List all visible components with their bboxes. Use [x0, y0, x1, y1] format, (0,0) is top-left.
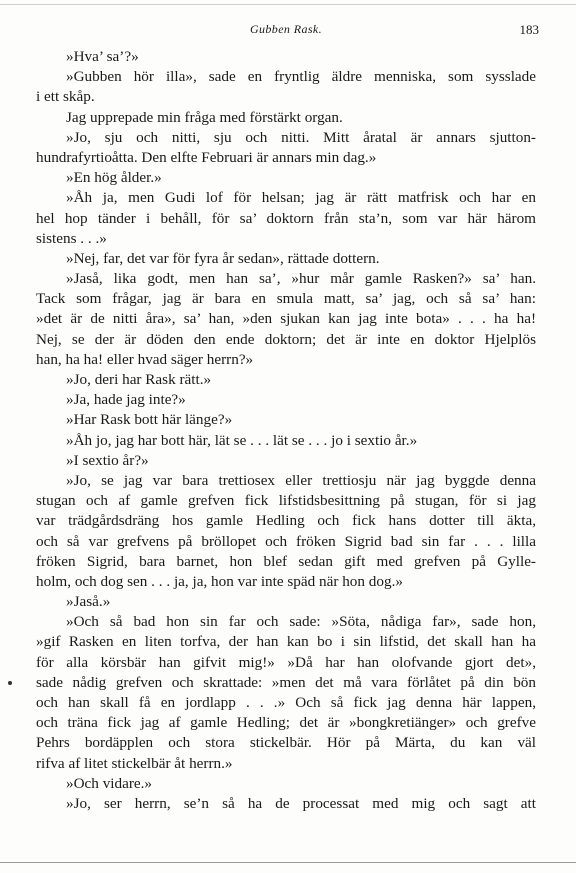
- text-line: »Jaså.»: [66, 593, 111, 611]
- text-line: »En hög ålder.»: [66, 169, 162, 187]
- margin-dot: [8, 681, 12, 685]
- page-number: 183: [519, 22, 539, 37]
- body-text: [36, 47, 536, 814]
- text-line: »Åh ja, men Gudi lof för helsan; jag är rätt matfrisk och har en: [66, 189, 536, 207]
- text-line: och träna fick jag af gamle Hedling; det är »bongkretiänger» och grefve: [36, 714, 536, 732]
- text-line: holm, och dog sen . . . ja, ja, hon var inte späd när hon dog.»: [36, 572, 403, 590]
- text-line: var trädgårdsdräng hos gamle Hedling och fick hans dotter till äkta,: [36, 512, 536, 530]
- text-line: Nej, se der är döden den ende doktorn; det är inte en doktor Hjelplös: [36, 330, 536, 348]
- text-line: »Jo, se jag var bara trettiosex eller trettiosju när jag byggde denna: [66, 471, 536, 489]
- text-line: »Har Rask bott här länge?»: [66, 411, 233, 429]
- text-line: »det är de nitti åra», sa’ han, »den sjukan kan jag inte bota» . . . ha ha!: [36, 310, 536, 328]
- text-line: rifva af litet stickelbär åt herrn.»: [36, 754, 233, 772]
- text-line: »Gubben hör illa», sade en fryntlig äldre menniska, som sysslade: [66, 68, 536, 86]
- text-line: »Ja, hade jag inte?»: [66, 391, 186, 409]
- running-title: Gubben Rask.: [249, 22, 323, 36]
- text-line: hel hop tänder i behåll, för sa’ doktorn från sta’n, som var här härom: [36, 209, 536, 227]
- bottom-edge-rule: [0, 862, 576, 863]
- text-line: »Jo, ser herrn, se’n så ha de processat med mig och sagt att: [66, 794, 536, 812]
- text-line: »Hva’ sa’?»: [66, 48, 139, 65]
- text-line: »Jo, sju och nitti, sju och nitti. Mitt åratal är annars sjutton-: [66, 128, 536, 146]
- text-line: i ett skåp.: [36, 88, 95, 106]
- text-line: och han skall få en jordlapp . . .» Och så fick jag denna här lappen,: [36, 694, 536, 711]
- text-line: han, ha ha! eller hvad säger herrn?»: [36, 350, 254, 368]
- text-line: »Och vidare.»: [66, 774, 153, 792]
- text-line: och så var grefvens på bröllopet och fröken Sigrid bad sin far . . . lilla: [36, 532, 536, 550]
- text-line: fröken Sigrid, bara barnet, hon blef sedan gift med grefven på Gylle-: [36, 552, 536, 570]
- text-line: »Jaså, lika godt, men han sa’, »hur mår gamle Rasken?» sa’ han.: [66, 270, 536, 288]
- text-line: hundrafyrtioåtta. Den elfte Februari är annars min dag.»: [36, 148, 377, 166]
- text-line: Jag upprepade min fråga med förstärkt organ.: [66, 108, 343, 126]
- text-line: »Nej, far, det var för fyra år sedan», rättade dottern.: [66, 249, 380, 267]
- top-edge-rule: [0, 4, 576, 5]
- text-line: »gif Rasken en liten torfva, der han kan bo i sin lifstid, det skall han ha: [36, 633, 536, 651]
- text-line: Tack som frågar, jag är bara en smula matt, sa’ jag, och så sa’ han:: [36, 290, 536, 308]
- text-line: för alla körsbär han gifvit mig!» »Då har han olofvande gjort det»,: [36, 653, 536, 671]
- text-line: »Åh jo, jag har bott här, lät se . . . lät se . . . jo i sextio år.»: [66, 431, 418, 449]
- page-header: [36, 22, 539, 42]
- text-line: Pehrs bordäpplen och stora stickelbär. Hör på Märta, du kan väl: [36, 734, 536, 752]
- text-line: sade nådig grefven och skrattade: »men det må vara förlåtet på din bön: [36, 673, 536, 691]
- text-line: sistens . . .»: [36, 229, 107, 247]
- text-line: »Jo, deri har Rask rätt.»: [66, 371, 212, 388]
- text-line: »Och så bad hon sin far och sade: »Söta, nådiga far», sade hon,: [66, 613, 536, 631]
- text-line: »I sextio år?»: [66, 451, 149, 469]
- text-line: stugan och af gamle grefven fick lifstidsbesittning på stugan, för si jag: [36, 492, 536, 510]
